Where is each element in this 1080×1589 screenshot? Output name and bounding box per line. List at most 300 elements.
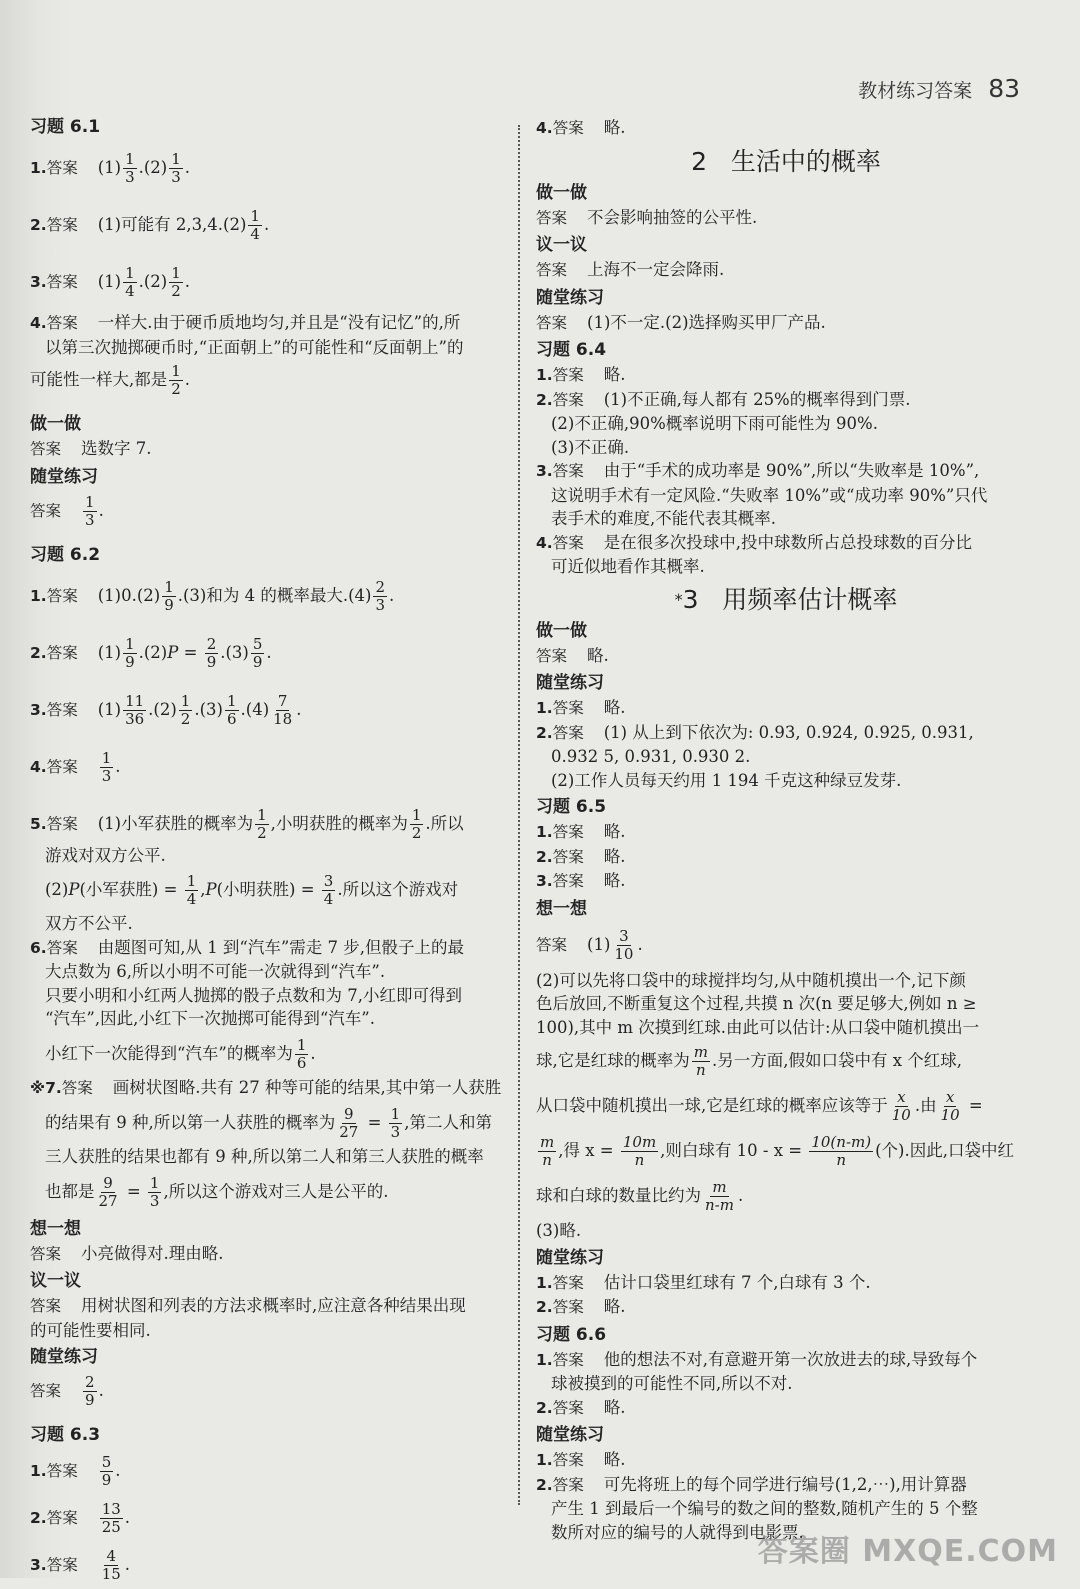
question-number: 4. (30, 757, 47, 776)
text-line (30, 359, 510, 409)
answer-item (30, 568, 510, 625)
section-heading: 议一议 (536, 235, 587, 255)
question-number: 2. (536, 1475, 553, 1494)
question-number: 2. (536, 1398, 553, 1417)
text-segment: .所以这个游戏对 (337, 880, 459, 899)
text-line (536, 922, 1036, 969)
fraction-numerator: 9 (103, 1173, 113, 1192)
text-segment: .(3) (220, 642, 249, 662)
fraction-denominator: n (542, 1151, 552, 1169)
text-segment: 从口袋中随机摸出一球,它是红球的概率应该等于 (536, 1096, 888, 1115)
text-segment: 可能性一样大,都是 (30, 370, 168, 389)
text-line: “汽车”,因此,小红下一次抛掷可能得到“汽车”. (45, 1009, 375, 1028)
answer-item (536, 258, 1036, 283)
text-line: 产生 1 到最后一个编号的数之间的整数,随机产生的 5 个整 (551, 1499, 978, 1518)
section-heading: 随堂练习 (536, 673, 604, 693)
text-segment: . (266, 642, 272, 662)
question-number: 2. (536, 723, 553, 742)
answer-label: 答案 (552, 1398, 584, 1417)
question-number: 1. (536, 1273, 553, 1292)
text-segment: . (389, 585, 395, 605)
text-line (536, 1348, 1036, 1373)
text-segment: 可先将班上的每个同学进行编号(1,2,⋯),用计算器 (603, 1474, 967, 1494)
text-line (30, 1169, 510, 1214)
text-segment: . (115, 1461, 121, 1480)
answer-label: 答案 (536, 935, 568, 954)
question-number: 4. (536, 119, 553, 137)
fraction (83, 494, 97, 529)
answer-label: 答案 (536, 313, 568, 332)
fraction-numerator: 11 (125, 691, 145, 710)
text-line: (3)不正确. (551, 437, 630, 457)
text-line: 100),其中 m 次摸到红球.由此可以估计:从口袋中随机摸出一 (536, 1017, 980, 1037)
fraction-denominator: 9 (125, 652, 135, 671)
fraction-numerator: 1 (171, 362, 181, 380)
fraction-denominator: 4 (125, 282, 135, 300)
fraction-denominator: 3 (375, 595, 386, 614)
text-segment: = (362, 1113, 387, 1132)
fraction-denominator: n (696, 1061, 706, 1079)
text-segment: 估计口袋里红球有 7 个,白球有 3 个. (603, 1272, 871, 1292)
text-line: 三人获胜的结果也都有 9 种,所以第二人和第三人获胜的概率 (45, 1147, 484, 1166)
answer-label: 答案 (30, 501, 62, 520)
answer-label: 答案 (552, 823, 584, 841)
answer-item (536, 311, 1036, 336)
answer-item (536, 820, 1036, 845)
fraction (100, 1454, 114, 1489)
text-line (30, 867, 510, 912)
fraction (248, 208, 262, 243)
text-line: (2)不正确,90%概率说明下雨可能性为 90%. (551, 414, 878, 433)
answer-item (30, 1370, 510, 1420)
answer-item (30, 1542, 510, 1589)
text-line (30, 936, 510, 961)
question-number: ※7. (30, 1078, 62, 1097)
text-segment: (个).因此,口袋中红 (875, 1141, 1014, 1160)
answer-item (536, 1396, 1036, 1421)
fraction (612, 928, 635, 963)
page-header (858, 74, 1020, 103)
text-segment: 也都是 (45, 1181, 95, 1201)
text-segment: 略. (603, 1397, 626, 1417)
fraction-numerator: 1 (164, 577, 174, 596)
text-segment: ,小明获胜的概率为 (270, 813, 408, 833)
section-heading: 习题 6.6 (536, 1324, 607, 1345)
text-segment: . (184, 158, 191, 177)
text-segment: .(2) (138, 272, 168, 291)
text-line (536, 459, 1036, 484)
fraction (97, 1175, 120, 1210)
fraction-denominator: 36 (125, 709, 145, 728)
answer-label: 答案 (552, 366, 584, 384)
question-number: 2. (536, 390, 553, 409)
answer-label: 答案 (61, 1078, 93, 1097)
text-line: 这说明手术有一定风险.“失败率 10%”或“成功率 90%”只代 (551, 485, 988, 505)
answer-item (30, 739, 510, 796)
text-segment: .(2) (138, 158, 168, 177)
question-number: 3. (30, 700, 47, 719)
text-segment: 由于“手术的成功率是 90%”,所以“失败率是 10%”, (603, 461, 980, 480)
section-heading: 想一想 (30, 1218, 81, 1239)
fraction-numerator: 1 (85, 492, 95, 511)
question-number: 2. (30, 643, 47, 662)
fraction-numerator: 1 (296, 1035, 307, 1054)
text-segment: 用树状图和列表的方法求概率时,应注意各种结果出现 (81, 1296, 466, 1315)
section-heading: 做一做 (536, 182, 587, 203)
fraction-numerator: 4 (106, 1547, 117, 1565)
text-segment: .(2) (148, 699, 177, 719)
fraction (185, 873, 199, 908)
fraction (255, 807, 269, 842)
text-segment: . (115, 756, 121, 776)
fraction-numerator: 10m (622, 1133, 657, 1151)
question-number: 2. (536, 1298, 553, 1316)
text-segment: 略. (603, 1450, 626, 1469)
text-segment: (1) (97, 158, 122, 177)
answer-item (536, 721, 1036, 793)
text-segment: 由题图可知,从 1 到“汽车”需走 7 步,但骰子上的最 (97, 937, 465, 957)
section-heading: 习题 6.5 (536, 797, 607, 817)
text-segment: (1)小军获胜的概率为 (97, 813, 254, 833)
fraction-numerator: m (712, 1178, 727, 1196)
answer-item (536, 459, 1036, 531)
fraction-numerator: 1 (171, 150, 181, 168)
text-segment: (1) (97, 642, 122, 662)
fraction-denominator: 2 (171, 282, 181, 300)
text-segment: 画树状图略.共有 27 种等可能的结果,其中第一人获胜 (112, 1077, 502, 1097)
fraction (410, 807, 424, 842)
answer-item (536, 869, 1036, 894)
text-segment: , (200, 880, 206, 899)
question-number: 3. (536, 462, 553, 480)
answer-label: 答案 (552, 723, 584, 742)
text-segment: 小亮做得对.理由略. (81, 1243, 224, 1263)
answer-label: 答案 (552, 119, 584, 137)
fraction-numerator: m (693, 1043, 708, 1061)
answer-label: 答案 (552, 847, 584, 866)
text-segment: . (124, 1555, 131, 1574)
fraction-numerator: 2 (85, 1373, 95, 1391)
answer-label: 答案 (30, 1297, 62, 1315)
fraction-denominator: 9 (101, 1471, 112, 1489)
fraction (692, 1044, 710, 1079)
page-number: 83 (988, 74, 1020, 103)
text-segment: ,第二人和第 (404, 1113, 492, 1132)
answer-label: 答案 (552, 1298, 584, 1316)
answer-item (30, 936, 510, 1076)
text-segment: .(3) (194, 699, 223, 719)
text-segment: (1) (97, 272, 122, 291)
fraction-numerator: 1 (125, 634, 135, 653)
fraction-denominator: 3 (101, 766, 112, 785)
answer-item-continued: 的可能性要相同. (30, 1320, 151, 1340)
text-segment: (1)不一定.(2)选择购买甲厂产品. (587, 312, 826, 332)
fraction-numerator: 1 (125, 264, 135, 282)
text-line: 0.932 5, 0.931, 0.930 2. (551, 747, 751, 766)
text-segment: . (310, 1043, 316, 1063)
answer-item (536, 1295, 1036, 1320)
text-segment: 略. (587, 645, 609, 665)
fraction-numerator: 3 (323, 872, 334, 890)
fraction (939, 1089, 962, 1124)
question-number: 6. (30, 938, 47, 957)
text-segment: ,得 x = (558, 1141, 619, 1160)
answer-item (30, 254, 510, 311)
text-line: 表手术的难度,不能代表其概率. (551, 509, 776, 528)
answer-label: 答案 (46, 1556, 78, 1574)
answer-label: 答案 (46, 1509, 78, 1527)
text-segment: 选数字 7. (81, 439, 152, 458)
text-segment: .另一方面,假如口袋中有 x 个红球, (711, 1051, 963, 1070)
answer-label: 答案 (30, 1244, 62, 1263)
fraction-numerator: 13 (101, 1500, 121, 1518)
fraction (337, 1106, 360, 1141)
text-line (536, 1039, 1036, 1084)
section-title (536, 147, 1036, 177)
text-segment: (2) (45, 880, 69, 899)
text-segment: 略. (603, 698, 626, 717)
text-segment: 2 (691, 146, 708, 176)
question-number: 2. (30, 216, 47, 234)
text-segment: .(3)和为 4 的概率最大.(4) (177, 585, 372, 605)
fraction-denominator: 4 (250, 225, 260, 243)
answer-item (536, 116, 1036, 141)
header-title: 教材练习答案 (858, 80, 973, 102)
fraction-numerator: 3 (619, 926, 629, 945)
fraction-numerator: m (540, 1133, 555, 1151)
fraction (809, 1134, 873, 1169)
text-line: 只要小明和小红两人抛掷的骰子点数和为 7,小红即可得到 (45, 985, 462, 1005)
fraction-numerator: x (945, 1088, 955, 1106)
text-segment: 上海不一定会降雨. (587, 260, 725, 279)
answer-item (536, 363, 1036, 388)
text-segment: P (205, 880, 217, 899)
question-number: 1. (536, 366, 553, 384)
fraction-numerator: 1 (226, 691, 237, 710)
answer-item (30, 1495, 510, 1542)
fraction-denominator: n-m (705, 1196, 734, 1214)
text-segment: . (184, 370, 191, 389)
text-line (536, 531, 1036, 556)
question-number: 1. (536, 823, 553, 841)
text-segment: 他的想法不对,有意避开第一次放进去的球,导致每个 (603, 1349, 978, 1369)
fraction (538, 1134, 556, 1169)
text-segment: (1) (587, 934, 611, 954)
answer-item (536, 1448, 1036, 1473)
text-segment: 不会影响抽签的公平性. (587, 207, 758, 227)
text-segment: . (98, 1381, 104, 1400)
fraction (148, 1175, 162, 1210)
answer-label: 答案 (46, 643, 78, 662)
fraction-denominator: 18 (273, 709, 293, 728)
section-heading: 习题 6.4 (536, 340, 607, 360)
answer-label: 答案 (30, 440, 62, 458)
text-line: 可近似地看作其概率. (551, 557, 705, 576)
answer-label: 答案 (46, 216, 78, 234)
fraction-denominator: 3 (390, 1123, 401, 1141)
answer-label: 答案 (46, 314, 78, 332)
fraction-denominator: 2 (180, 709, 191, 728)
fraction-numerator: 1 (390, 1105, 401, 1123)
text-line (536, 721, 1036, 746)
answer-item (536, 696, 1036, 721)
text-segment: 一样大.由于硬币质地均匀,并且是“没有记忆”的,所 (97, 313, 461, 332)
answer-item (536, 206, 1036, 231)
fraction-numerator: 1 (171, 264, 181, 282)
fraction-denominator: 9 (206, 652, 217, 671)
answer-label: 答案 (552, 1451, 584, 1469)
text-line (536, 1174, 1036, 1219)
text-segment: 略. (603, 822, 626, 841)
question-number: 1. (30, 1462, 47, 1480)
question-number: 1. (536, 1451, 553, 1469)
question-number: 5. (30, 814, 47, 833)
answer-label: 答案 (46, 938, 78, 957)
text-segment: .所以 (425, 813, 464, 833)
text-segment: 略. (603, 1297, 626, 1316)
fraction-denominator: 25 (101, 1518, 121, 1536)
text-segment: = (963, 1096, 983, 1115)
text-line (536, 1473, 1036, 1498)
fraction-denominator: 9 (85, 1391, 95, 1409)
answer-item (30, 1242, 510, 1267)
answer-item (536, 845, 1036, 870)
section-heading: 随堂练习 (30, 1347, 98, 1367)
fraction-denominator: n (634, 1151, 645, 1169)
answer-label: 答案 (536, 261, 568, 279)
answer-item (30, 625, 510, 682)
question-number: 4. (536, 533, 553, 552)
answer-label: 答案 (552, 1350, 584, 1369)
fraction-denominator: 3 (149, 1191, 160, 1210)
answer-item (30, 490, 510, 540)
question-number: 1. (536, 699, 553, 717)
section-heading: 习题 6.1 (30, 117, 101, 137)
text-segment: P (167, 642, 179, 662)
text-line (30, 1100, 510, 1145)
answer-item (30, 437, 510, 462)
text-segment: (小明获胜) = (216, 880, 320, 899)
fraction-numerator: 1 (250, 207, 260, 225)
answer-label: 答案 (552, 533, 584, 552)
fraction (890, 1089, 913, 1124)
text-line (30, 796, 510, 844)
fraction (373, 579, 387, 614)
fraction (169, 363, 183, 398)
fraction-numerator: 2 (375, 577, 386, 596)
text-line: (2)工作人员每天约用 1 194 千克这种绿豆发芽. (551, 770, 902, 790)
text-segment: ,所以这个游戏对三人是公平的. (163, 1181, 389, 1201)
answer-item (536, 531, 1036, 579)
answer-item (30, 140, 510, 197)
text-segment: . (184, 272, 191, 291)
question-number: 1. (536, 1350, 553, 1369)
answer-item (30, 311, 510, 409)
text-line (536, 1129, 1036, 1174)
text-segment: ,则白球有 10 - x = (660, 1141, 808, 1160)
text-segment: .(2) (138, 642, 168, 662)
answer-label: 答案 (46, 586, 78, 605)
text-segment: 球和白球的数量比约为 (536, 1186, 701, 1205)
fraction (225, 693, 239, 728)
text-segment: = (178, 642, 203, 662)
fraction-numerator: 1 (180, 691, 191, 710)
text-segment: .(4) (240, 699, 270, 719)
fraction-denominator: 9 (252, 652, 263, 671)
question-number: 2. (536, 847, 553, 866)
text-line: (2)可以先将口袋中的球搅拌均匀,从中随机摸出一个,记下颜 (536, 970, 966, 990)
answer-item (536, 922, 1036, 1243)
text-segment: 球,它是红球的概率为 (536, 1051, 690, 1070)
fraction-denominator: 27 (339, 1123, 359, 1141)
fraction (621, 1134, 658, 1169)
answer-item (30, 1294, 510, 1319)
text-segment: 3 (682, 584, 699, 614)
answer-label: 答案 (552, 1273, 584, 1292)
answer-item (30, 1448, 510, 1495)
text-segment: 略. (603, 871, 626, 890)
text-segment: (1)可能有 2,3,4.(2) (97, 215, 247, 234)
fraction-numerator: 1 (125, 150, 135, 168)
section-heading: 做一做 (536, 620, 587, 641)
section-heading: 随堂练习 (30, 466, 98, 487)
text-segment: 略. (603, 118, 626, 137)
text-line: 以第三次抛掷硬币时,“正面朝上”的可能性和“反面朝上”的 (45, 337, 464, 357)
fraction-denominator: 2 (411, 823, 422, 842)
section-heading: 随堂练习 (536, 287, 604, 308)
answer-item (30, 682, 510, 739)
question-number: 1. (30, 586, 47, 605)
question-number: 4. (30, 314, 47, 332)
text-line: 双方不公平. (45, 914, 133, 933)
question-number: 1. (30, 159, 47, 177)
section-title (536, 585, 1036, 615)
text-line: (3)略. (536, 1221, 582, 1240)
fraction-numerator: 1 (186, 872, 197, 890)
fraction-numerator: 10(n-m) (811, 1133, 872, 1151)
text-segment: . (124, 1508, 131, 1527)
fraction (123, 265, 137, 300)
fraction-denominator: 4 (323, 890, 334, 908)
text-segment: . (263, 215, 270, 234)
text-segment: 生活中的概率 (730, 146, 881, 176)
fraction-denominator: 2 (171, 380, 181, 398)
fraction-numerator: 1 (411, 805, 422, 824)
answer-item (536, 644, 1036, 669)
text-line (30, 1076, 510, 1101)
section-heading: 随堂练习 (536, 1247, 604, 1268)
fraction (100, 1501, 123, 1536)
fraction-numerator: x (897, 1088, 906, 1106)
question-number: 3. (30, 273, 47, 291)
fraction-denominator: n (836, 1151, 847, 1169)
fraction (251, 636, 265, 671)
fraction-denominator: 10 (891, 1106, 911, 1124)
answer-item (30, 796, 510, 936)
text-line: 大点数为 6,所以小明不可能一次就得到“汽车”. (45, 962, 386, 981)
answer-label: 答案 (30, 1382, 62, 1400)
text-line (536, 388, 1036, 413)
fraction (123, 693, 146, 728)
fraction (123, 151, 137, 186)
fraction-numerator: 5 (252, 634, 263, 653)
text-segment: . (296, 699, 302, 719)
text-line: 数所对应的编号的人就得到电影票. (551, 1522, 804, 1542)
fraction (83, 1374, 97, 1409)
watermark-logo: 答案圈 MXQE.COM (757, 1534, 1058, 1569)
answer-label: 答案 (552, 1475, 584, 1494)
fraction-denominator: 6 (226, 709, 237, 728)
